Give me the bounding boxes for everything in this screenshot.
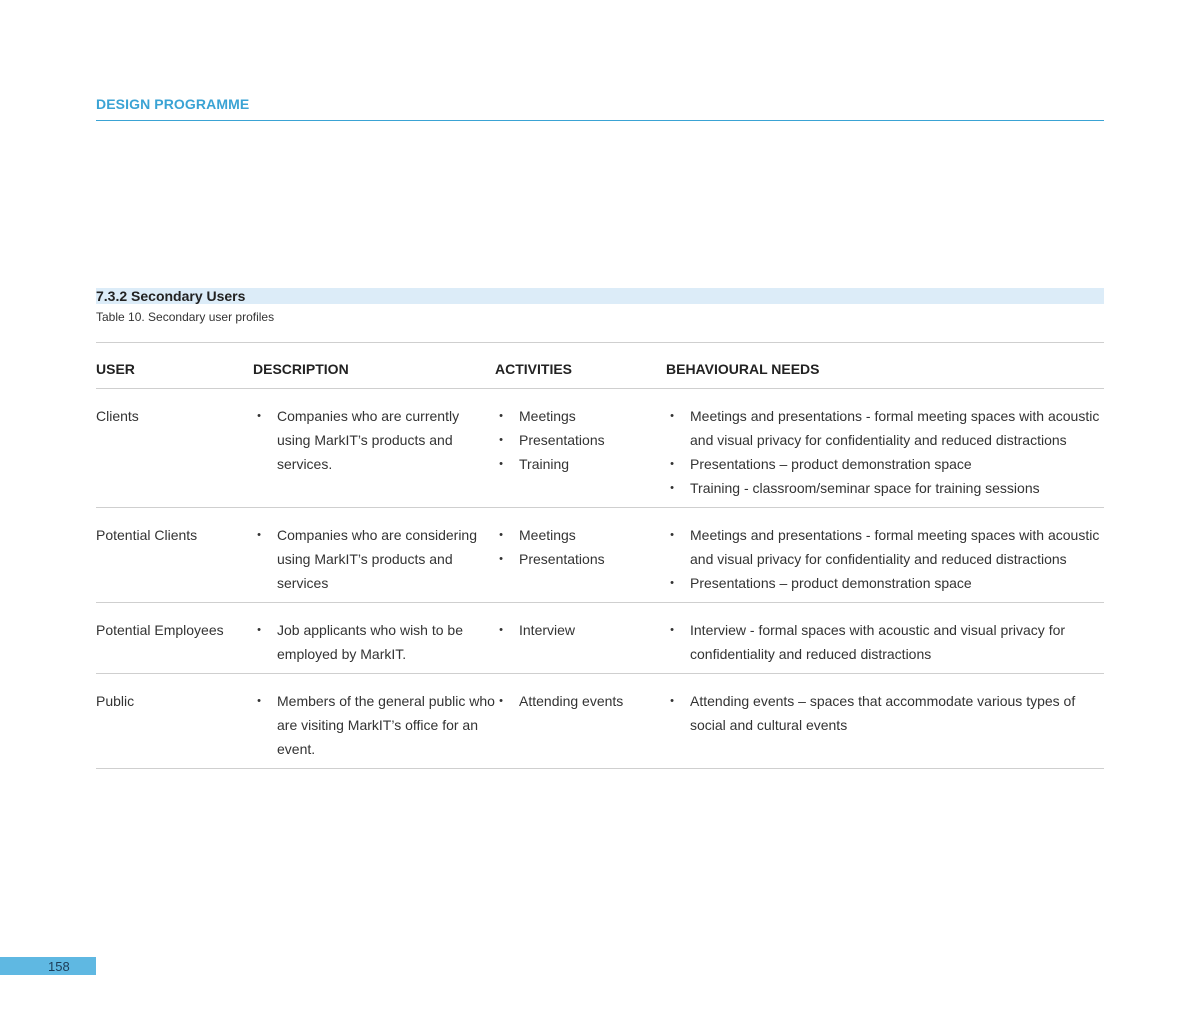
list-item [253,689,495,761]
header-divider [96,120,1104,121]
list-item [495,689,666,713]
bullet-icon: • [670,410,674,422]
cell-description [253,674,495,768]
list-item [666,618,1104,666]
bullet-icon: • [257,529,261,541]
bullet-icon: • [257,624,261,636]
header-description: DESCRIPTION [253,360,349,377]
bullet-icon: • [257,695,261,707]
needs-list [666,523,1104,595]
list-item-text: Interview - formal spaces with acoustic and visual privacy for confidentiality and reduced distractions [690,622,1066,662]
list-item-text: Training - classroom/seminar space for training sessions [690,480,1040,496]
needs-list [666,618,1104,666]
list-item-text: Meetings and presentations - formal meeting spaces with acoustic and visual privacy for confidentiality and reduced distractions [690,527,1100,567]
list-item [666,452,1104,476]
header-behavioural-needs: BEHAVIOURAL NEEDS [666,360,820,377]
bullet-icon: • [499,529,503,541]
activities-list [495,689,666,713]
table-row [96,603,1104,674]
list-item [666,689,1104,737]
section-heading-band [96,288,1104,304]
list-item-text: Presentations – product demonstration space [690,456,972,472]
bullet-icon: • [499,695,503,707]
bullet-icon: • [670,695,674,707]
list-item [495,404,666,428]
cell-activities [495,674,666,768]
description-list [253,689,495,761]
list-item-text: Presentations [519,432,605,448]
list-item [495,547,666,571]
cell-description [253,603,495,673]
list-item-text: Attending events – spaces that accommodate various types of social and cultural events [690,693,1076,733]
list-item-text: Presentations [519,551,605,567]
cell-user: Potential Clients [96,527,198,543]
list-item-text: Companies who are currently using MarkIT’s products and services. [277,408,460,472]
list-item-text: Training [519,456,570,472]
table-row [96,508,1104,603]
section-title: 7.3.2 Secondary Users [96,288,246,304]
header-activities: ACTIVITIES [495,360,573,377]
list-item [495,452,666,476]
header-user: USER [96,360,135,377]
cell-behavioural-needs [666,508,1104,602]
cell-description [253,508,495,602]
cell-activities [495,508,666,602]
description-list [253,618,495,666]
bullet-icon: • [499,410,503,422]
bullet-icon: • [670,482,674,494]
bullet-icon: • [670,577,674,589]
bullet-icon: • [499,624,503,636]
list-item-text: Interview [519,622,576,638]
cell-user: Potential Employees [96,622,224,638]
bullet-icon: • [670,529,674,541]
list-item [666,476,1104,500]
table-row [96,389,1104,508]
table-header-row [96,343,1104,389]
bullet-icon: • [499,553,503,565]
list-item [495,428,666,452]
list-item-text: Meetings [519,408,576,424]
bullet-icon: • [670,624,674,636]
bullet-icon: • [499,434,503,446]
cell-behavioural-needs [666,389,1104,507]
user-profiles-table [96,342,1104,769]
running-header: DESIGN PROGRAMME [96,96,250,112]
bullet-icon: • [257,410,261,422]
list-item [253,404,495,476]
cell-activities [495,389,666,507]
list-item [666,523,1104,571]
bullet-icon: • [499,458,503,470]
list-item-text: Job applicants who wish to be employed by MarkIT. [277,622,463,662]
cell-activities [495,603,666,673]
page-number: 158 [48,959,70,974]
needs-list [666,689,1104,737]
activities-list [495,404,666,476]
list-item [253,523,495,595]
table-body [96,389,1104,769]
list-item [495,618,666,642]
description-list [253,523,495,595]
cell-user: Clients [96,408,139,424]
cell-user: Public [96,693,135,709]
list-item [666,404,1104,452]
activities-list [495,523,666,571]
list-item-text: Companies who are considering using MarkIT’s products and services [277,527,477,591]
bullet-icon: • [670,458,674,470]
activities-list [495,618,666,642]
list-item-text: Members of the general public who are visiting MarkIT’s office for an event. [277,693,495,757]
cell-behavioural-needs [666,674,1104,768]
table-row [96,674,1104,769]
list-item [666,571,1104,595]
list-item [495,523,666,547]
list-item-text: Attending events [519,693,624,709]
list-item-text: Meetings and presentations - formal meeting spaces with acoustic and visual privacy for confidentiality and reduced distractions [690,408,1100,448]
list-item-text: Meetings [519,527,576,543]
needs-list [666,404,1104,500]
list-item-text: Presentations – product demonstration space [690,575,972,591]
cell-description [253,389,495,507]
description-list [253,404,495,476]
table-caption: Table 10. Secondary user profiles [96,310,275,324]
list-item [253,618,495,666]
cell-behavioural-needs [666,603,1104,673]
